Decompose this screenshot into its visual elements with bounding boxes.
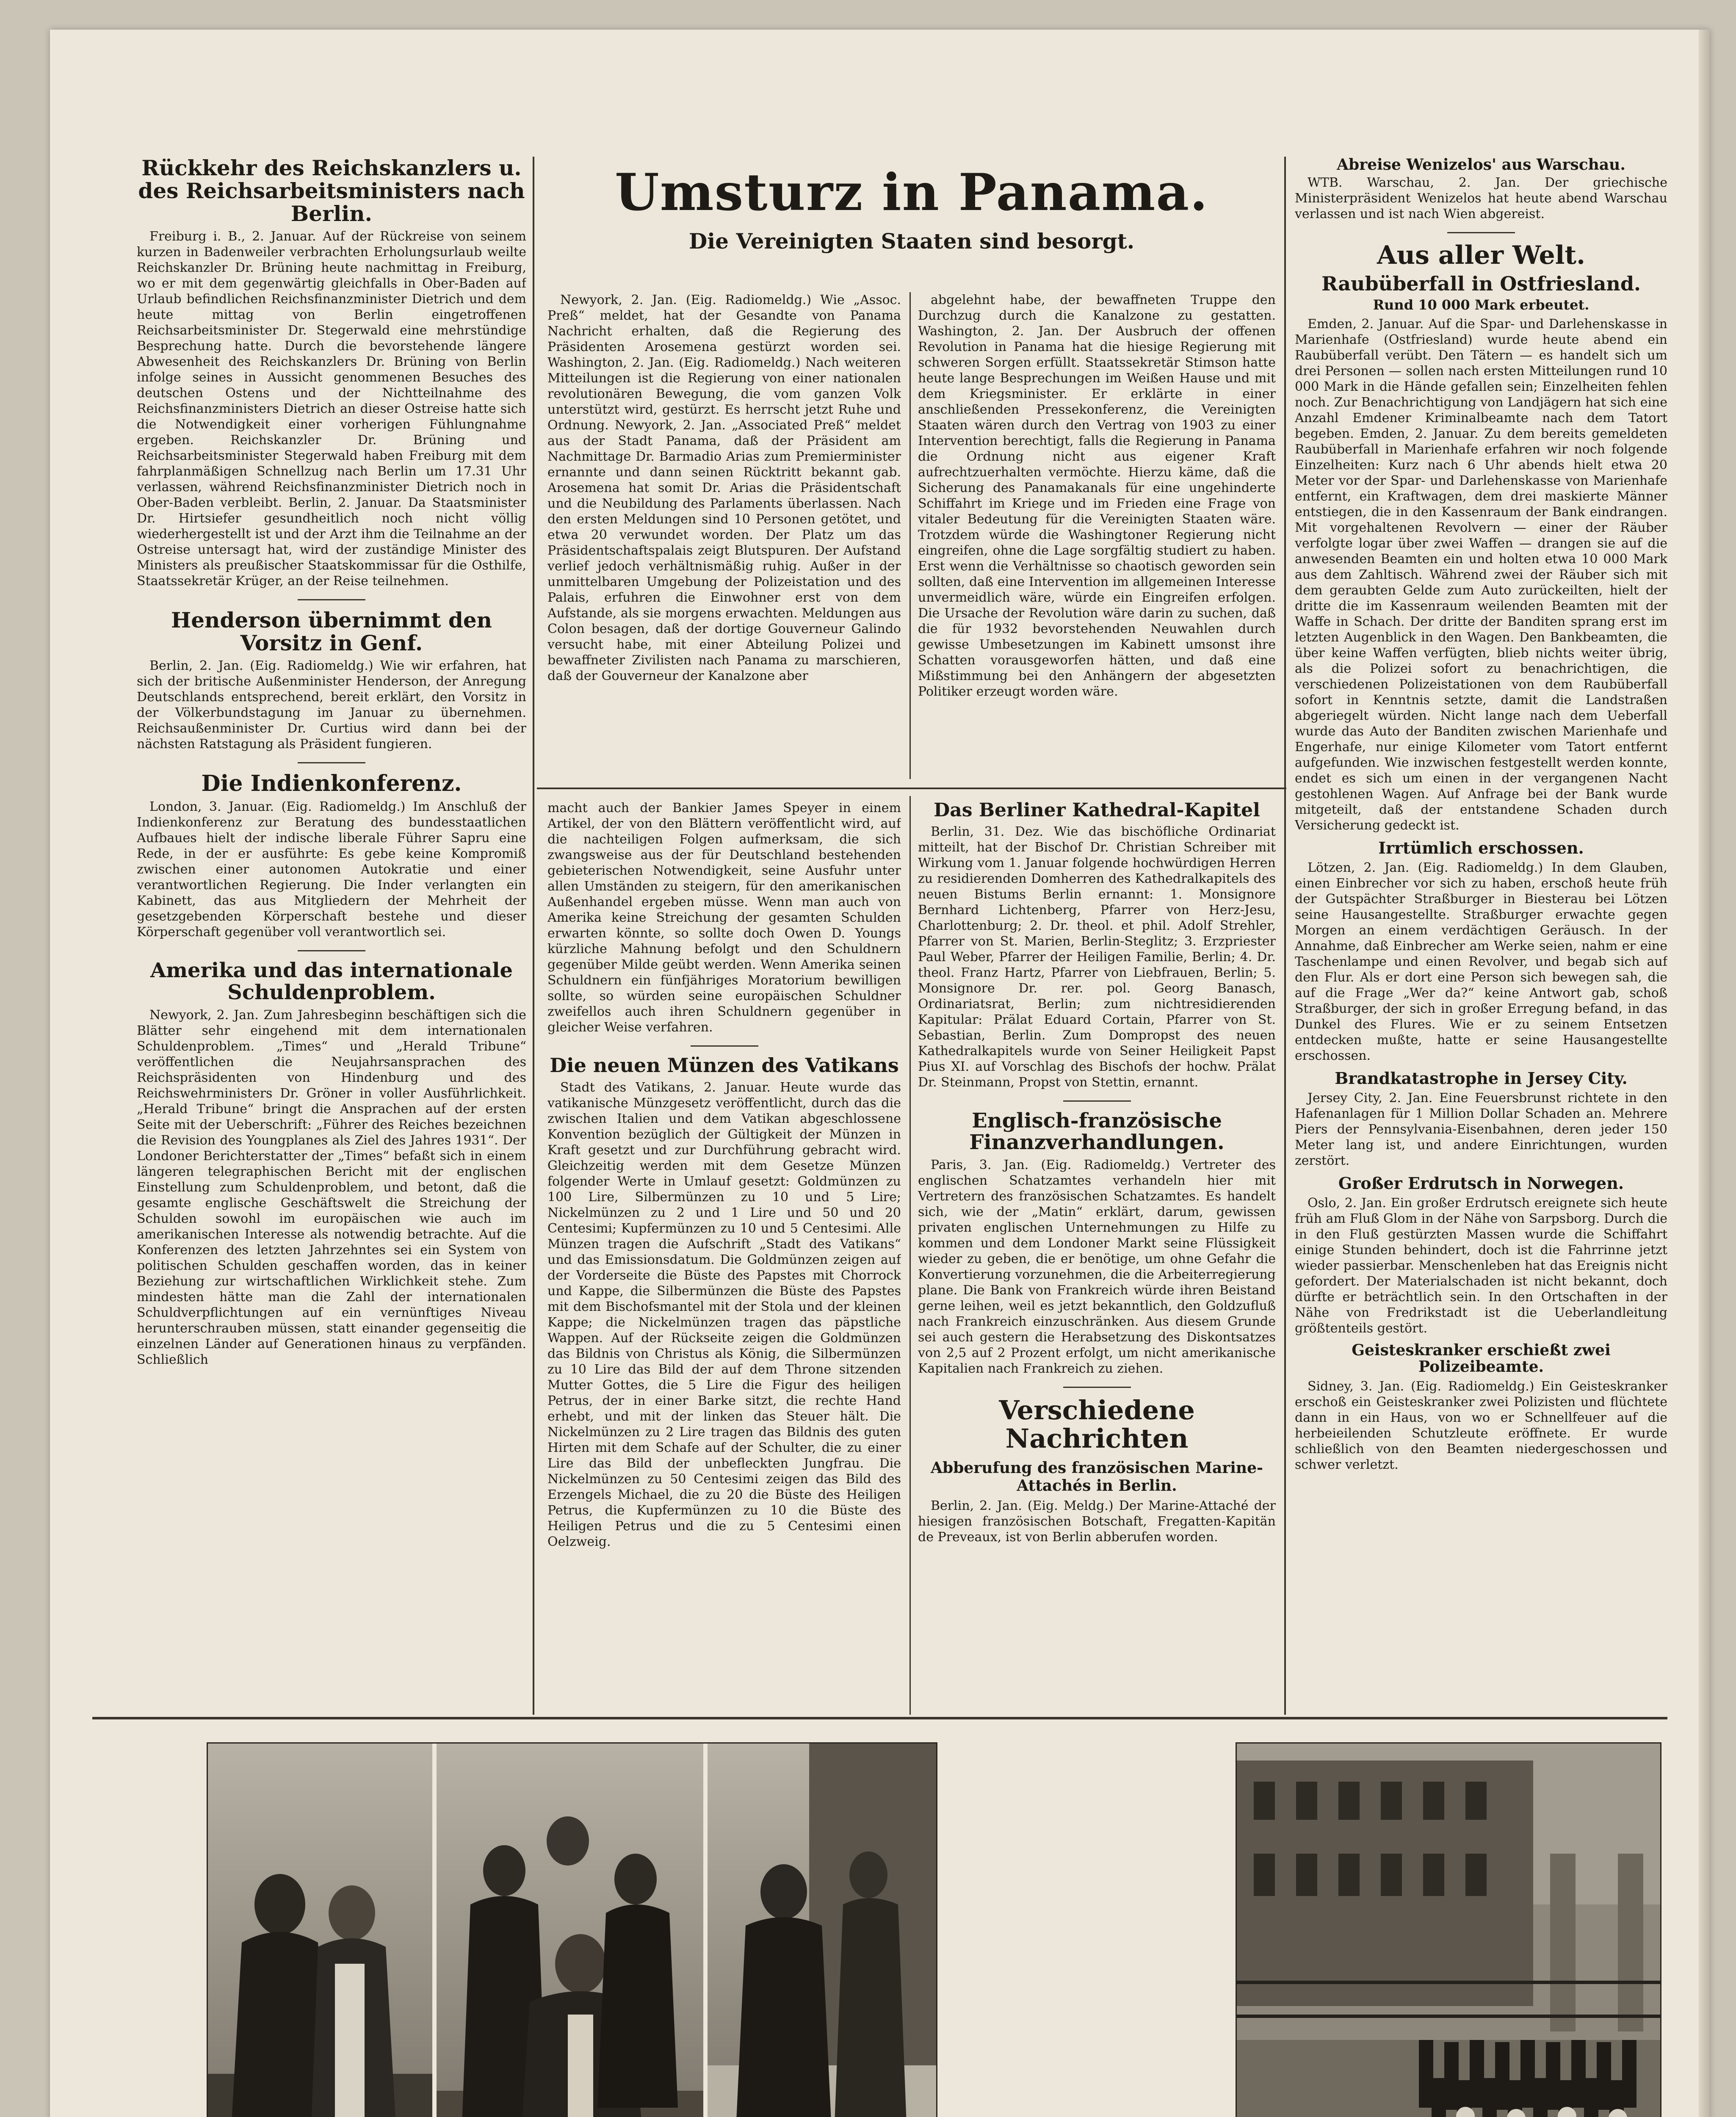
middle-column bbox=[547, 800, 901, 1715]
article-body: London, 3. Januar. (Eig. Radiomeldg.) Im Anschluß der Indienkonferenz zur Beratung des bundesstaatlichen Aufbaues hielt der indische liberale Führer Sapru eine Rede, in der er ausführte: Es gebe keine Kompromiß zwischen einer autonomen Autokratie und einer verantwortlichen Regierung. Die Inder verlangten ein Kabinett, das aus Mitgliedern der Mehrheit der gesetzgebenden Körperschaft bestehe und dieser Körperschaft gegenüber voll verantwortlich sei. bbox=[137, 799, 526, 940]
article-title: Die neuen Münzen des Vatikans bbox=[550, 1054, 899, 1077]
panama-column-2 bbox=[918, 292, 1276, 783]
article-schuldenproblem bbox=[137, 960, 526, 1368]
neujahrsempfang-photo bbox=[207, 1742, 937, 2117]
article-body: Berlin, 2. Jan. (Eig. Radiomeldg.) Wie wir erfahren, hat sich der britische Außenminister Henderson, der Anregung Deutschlands entsprechend, bereit erklärt, den Vorsitz in der Völkerbundstagung im Januar zu übernehmen. Reichsaußenminister Dr. Curtius wird dann bei der nächsten Ratstagung als Präsident fungieren. bbox=[137, 658, 526, 752]
divider bbox=[298, 599, 365, 600]
article-body: Berlin, 2. Jan. (Eig. Meldg.) Der Marine-Attaché der hiesigen französischen Botschaft, Fregatten-Kapitän de Preveaux, ist von Berlin abberufen worden. bbox=[918, 1498, 1276, 1545]
photo-section-rule bbox=[92, 1717, 1667, 1719]
article-title: Die Indienkonferenz. bbox=[201, 771, 462, 796]
page-edge-shadow bbox=[1699, 30, 1710, 2117]
ehrenwache-photo bbox=[1236, 1742, 1661, 2117]
column-rule bbox=[533, 157, 534, 1715]
article-body: abgelehnt habe, der bewaffneten Truppe den Durchzug durch die Kanalzone zu gestatten. Washington, 2. Jan. Der Ausbruch der offenen Revolution in Panama hat die hiesige Regierung mit schweren Sorgen erfüllt. Staatssekretär Stimson hatte heute lange Besprechungen im Weißen Hause und mit dem Kriegsminister. Er erklärte in einer anschließenden Pressekonferenz, die Vereinigten Staaten wären durch den Vertrag von 1903 zu einer Intervention berechtigt, falls die Regierung in Panama die Ordnung nicht aus eigener Kraft aufrechtzuerhalten vermöchte. Hierzu käme, daß die Sicherung des Panamakanals für eine ungehinderte Schiffahrt im Kriege und im Frieden eine Frage von vitaler Bedeutung für die Vereinigten Staaten wäre. Trotzdem würde die Washingtoner Regierung nicht eingreifen, ohne die Lage sorgfältig studiert zu haben. Erst wenn die Verhältnisse so chaotisch geworden sein sollten, daß eine Intervention im allgemeinen Interesse unvermeidlich wäre, würde ein Eingreifen erfolgen. Die Ursache der Revolution wäre darin zu suchen, daß die für 1932 bevorstehenden Neuwahlen durch gewisse Umbesetzungen im Kabinett umsonst ihre Schatten vorausgeworfen hätten, und daß eine Mißstimmung bei den Anhängern der abgesetzten Politiker erzeugt worden wäre. bbox=[918, 293, 1276, 699]
article-body: Lötzen, 2. Jan. (Eig. Radiomeldg.) In dem Glauben, einen Einbrecher vor sich zu haben, erschoß heute früh der Gutspächter Straßburger in Biesterau bei Lötzen seine Hausangestellte. Straßburger erwachte gegen Morgen an einem verdächtigen Geräusch. In der Annahme, daß Einbrecher am Werke seien, nahm er eine Taschenlampe und einen Revolver, und begab sich auf den Flur. Als er dort eine Person sich bewegen sah, die auf die Frage „Wer da?“ keine Antwort gab, schoß Straßburger, der sich in großer Erregung befand, in das Dunkel des Flures. Wie er zu seinem Entsetzen entdecken mußte, hatte er seine Hausangestellte erschossen. bbox=[1295, 860, 1667, 1064]
column-rule bbox=[1284, 157, 1286, 1715]
article-body: Stadt des Vatikans, 2. Januar. Heute wurde das vatikanische Münzgesetz veröffentlicht, durch das die zwischen Italien und dem Vatikan abgeschlossene Konvention bezüglich der Gültigkeit der Münzen in Kraft gesetzt und zur Durchführung gebracht wird. Gleichzeitig werden mit dem Gesetze Münzen folgender Werte in Umlauf gesetzt: Goldmünzen zu 100 Lire, Silbermünzen zu 10 und 5 Lire; Nickelmünzen zu 2 und 1 Lire und 50 und 20 Centesimi; Kupfermünzen zu 10 und 5 Centesimi. Alle Münzen tragen die Aufschrift „Stadt des Vatikans“ und das Emissionsdatum. Die Goldmünzen zeigen auf der Vorderseite die Büste des Papstes mit Chorrock und Kappe, die Silbermünzen die Büste des Papstes mit dem Bischofsmantel mit der Stola und der kleinen Kappe; die Nickelmünzen tragen das päpstliche Wappen. Auf der Rückseite zeigen die Goldmünzen das Bildnis von Christus als König, die Silbermünzen zu 10 Lire das Bild der auf dem Throne sitzenden Mutter Gottes, die 5 Lire die Figur des heiligen Petrus, der in einer Barke sitzt, die rechte Hand erhebt, und mit der linken das Steuer hält. Die Nickelmünzen zu 2 Lire tragen das Bildnis des guten Hirten mit dem Schafe auf der Schulter, die zu einer Lire das Bild der unbefleckten Jungfrau. Die Nickelmünzen zu 50 Centesimi zeigen das Bild des Erzengels Michael, die zu 20 die Büste des Heiligen Petrus, die Kupfermünzen zu 10 die Büste des Heiligen Petrus und die zu 5 Centesimi einen Oelzweig. bbox=[547, 1080, 901, 1549]
divider bbox=[1063, 1387, 1131, 1388]
section-title: Aus aller Welt. bbox=[1377, 240, 1586, 270]
article-reichskanzler bbox=[137, 157, 526, 589]
article-henderson bbox=[137, 609, 526, 752]
photo-image bbox=[208, 1744, 936, 2117]
center-column bbox=[918, 800, 1276, 1715]
article-title: Amerika und das internationale Schuldenproblem. bbox=[150, 959, 513, 1004]
article-title: Rückkehr des Reichskanzlers u. des Reichsarbeitsministers nach Berlin. bbox=[138, 157, 525, 226]
article-body: Berlin, 31. Dez. Wie das bischöfliche Ordinariat mitteilt, hat der Bischof Dr. Christian Schreiber mit Wirkung vom 1. Januar folgende hochwürdigen Herren zu residierenden Domherren des Kathedralkapitels des neuen Bistums Berlin ernannt: 1. Monsignore Bernhard Lichtenberg, Pfarrer von Herz-Jesu, Charlottenburg; 2. Dr. theol. et phil. Adolf Strehler, Pfarrer von St. Marien, Berlin-Steglitz; 3. Erzpriester Paul Weber, Pfarrer der Heiligen Familie, Berlin; 4. Dr. theol. Franz Hartz, Pfarrer von Liebfrauen, Berlin; 5. Monsignore Dr. rer. pol. Georg Banasch, Ordinariatsrat, Berlin; zum nichtresidierenden Kapitular: Prälat Eduard Cortain, Pfarrer von St. Sebastian, Berlin. Zum Dompropst des neuen Kathedralkapitels wurde von Seiner Heiligkeit Papst Pius XI. auf Vorschlag des Bischofs der hochw. Prälat Dr. Steinmann, Propst von Stettin, ernannt. bbox=[918, 824, 1276, 1090]
article-body: Paris, 3. Jan. (Eig. Radiomeldg.) Vertreter des englischen Schatzamtes verhandeln hier mit Vertretern des französischen Schatzamtes. Es handelt sich, wie der „Matin“ erklärt, darum, gewissen privaten englischen Unternehmungen zu Hilfe zu kommen und dem Londoner Markt seine Flüssigkeit wieder zu geben, die er benötige, um ohne Gefahr die Konvertierung vorzunehmen, die die Arbeiterregierung plane. Die Bank von Frankreich würde ihren Beistand gerne leihen, weil es jetzt bekanntlich, den Goldzufluß nach Frankreich einzuschränken. Aus diesem Grunde sei auch gestern die Herabsetzung des Diskontsatzes von 2,5 auf 2 Prozent erfolgt, um nicht amerikanische Kapitalien nach Frankreich zu ziehen. bbox=[918, 1158, 1276, 1376]
article-body: Sidney, 3. Jan. (Eig. Radiomeldg.) Ein Geisteskranker erschoß ein Geisteskranker zwei Polizisten und flüchtete dann in ein Haus, von wo er Schnellfeuer auf die herbeieilenden Schutzleute eröffnete. Er wurde schließlich von den Beamten niedergeschossen und schwer verletzt. bbox=[1295, 1379, 1667, 1473]
article-subtitle: Abberufung des französischen Marine-Attachés in Berlin. bbox=[931, 1459, 1263, 1495]
article-title: Raubüberfall in Ostfriesland. bbox=[1321, 272, 1641, 295]
divider bbox=[1447, 232, 1515, 233]
article-title: Henderson übernimmt den Vorsitz in Genf. bbox=[171, 608, 492, 655]
article-body: Emden, 2. Januar. Auf die Spar- und Darlehenskasse in Marienhafe (Ostfriesland) wurde heute abend ein Raubüberfall verübt. Den Tätern — es handelt sich um drei Personen — sollen nach ersten Mitteilungen rund 10 000 Mark in die Hände gefallen sein; Einzelheiten fehlen noch. Zur Benachrichtigung von Landjägern hat sich eine Anzahl Emdener Kriminalbeamte nach dem Tatort begeben. Emden, 2. Januar. Zu dem bereits gemeldeten Raubüberfall in Marienhafe erfahren wir noch folgende Einzelheiten: Kurz nach 6 Uhr abends hielt etwa 20 Meter vor der Spar- und Darlehenskasse von Marienhafe entfernt, ein Kraftwagen, dem drei maskierte Männer entstiegen, die in den Kassenraum der Bank eindrangen. Mit vorgehaltenen Revolvern — einer der Räuber verfolgte logar über zwei Waffen — drangen sie auf die anwesenden Beamten ein und holten etwa 10 000 Mark aus dem Zahltisch. Während zwei der Räuber sich mit dem geraubten Gelde zum Auto zurückeilten, hielt der dritte die im Kassenraum weilenden Beamten mit der Waffe in Schach. Der dritte der Banditen sprang erst im letzten Augenblick in den Wagen. Den Bankbeamten, die über keine Waffen verfügten, blieb nichts weiter übrig, als die Polizei sofort zu benachrichtigen, die verschiedenen Polizeistationen von dem Raubüberfall sofort in Kenntnis setzte, damit die Landstraßen abgeriegelt würden. Nicht lange nach dem Ueberfall wurde das Auto der Banditen zwischen Marienhafe und Engerhafe, nur einige Kilometer vom Tatort entfernt aufgefunden. Wie inzwischen festgestellt werden konnte, endet es sich um einen in der vergangenen Nacht gestohlenen Wagen. Auf Anfrage bei der Bank wurde mitgeteilt, daß der entstandene Schaden durch Versicherung gedeckt ist. bbox=[1295, 317, 1667, 833]
divider bbox=[1063, 1100, 1131, 1102]
column-rule bbox=[909, 292, 911, 779]
main-subheadline: Die Vereinigten Staaten sind besorgt. bbox=[688, 228, 1135, 254]
divider bbox=[298, 950, 365, 951]
article-body: Freiburg i. B., 2. Januar. Auf der Rückreise von seinem kurzen in Badenweiler verbrachten Erholungsurlaub weilte Reichskanzler Dr. Brüning heute nachmittag in Freiburg, wo er mit dem gegenwärtig gleichfalls in Ober-Baden auf Urlaub befindlichen Reichsfinanzminister Dietrich und dem heute mittag von Berlin eingetroffenen Reichsarbeitsminister Dr. Stegerwald eine mehrstündige Besprechung hatte. Durch die bevorstehende längere Abwesenheit des Reichskanzlers Dr. Brüning von Berlin infolge seines in Aussicht genommenen Besuches des deutschen Ostens und der Nichtteilnahme des Reichsfinanzministers Dietrich an dieser Ostreise hatte sich die Notwendigkeit einer vorherigen Fühlungnahme ergeben. Reichskanzler Dr. Brüning und Reichsarbeitsminister Stegerwald haben Freiburg mit dem fahrplanmäßigen Schnellzug nach Berlin um 17.31 Uhr verlassen, während Reichsfinanzminister Dietrich noch in Ober-Baden verbleibt. Berlin, 2. Januar. Da Staatsminister Dr. Hirtsiefer gesundheitlich noch nicht völlig wiederhergestellt ist und der Arzt ihm die Teilnahme an der Ostreise untersagt hat, wird der zuständige Minister des Ministers als preußischer Staatskommissar für die Osthilfe, Staatssekretär Krüger, an der Reise teilnehmen. bbox=[137, 229, 526, 589]
article-body: WTB. Warschau, 2. Jan. Der griechische Ministerpräsident Wenizelos hat heute abend Warschau verlassen und ist nach Wien abgereist. bbox=[1295, 175, 1667, 221]
article-title: Englisch-französische Finanzverhandlungen. bbox=[969, 1108, 1225, 1155]
article-body: Newyork, 2. Jan. Zum Jahresbeginn beschäftigen sich die Blätter sehr eingehend mit dem internationalen Schuldenproblem. „Times“ und „Herald Tribune“ veröffentlichen die Neujahrsansprachen des Reichspräsidenten von Hindenburg und des Reichswehrministers Dr. Gröner in voller Ausführlichkeit. „Herald Tribune“ bringt die Ansprachen auf der ersten Seite mit der Ueberschrift: „Führer des Reiches bezeichnen die Revision des Youngplanes als Ziel des Jahres 1931“. Der Londoner Berichterstatter der „Times“ befaßt sich in einem längeren telegraphischen Bericht mit der englischen Einstellung zum Schuldenproblem, und betont, daß die gesamte englische Geschäftswelt die Streichung der Schulden sowohl im europäischen wie auch im amerikanischen Interesse als notwendig betrachte. Auf die Konferenzen des letzten Jahrzehntes sei ein System von politischen Schulden geschaffen worden, das in keiner Beziehung zur wirtschaftlichen Wirklichkeit stehe. Zum mindesten hätte man die Zahl der internationalen Schuldverpflichtungen auf ein vernünftiges Niveau herunterschrauben müssen, statt einander gegenseitig die einzelnen Länder auf Generationen hinaus zu verpfänden. Schließlich bbox=[137, 1007, 526, 1367]
panama-column-1 bbox=[547, 292, 901, 783]
newspaper-page bbox=[50, 30, 1710, 2117]
right-column bbox=[1295, 157, 1667, 1715]
photo-image bbox=[1237, 1744, 1660, 2117]
article-title: Abreise Wenizelos' aus Warschau. bbox=[1337, 157, 1625, 174]
article-title: Geisteskranker erschießt zwei Polizeibeamte. bbox=[1352, 1341, 1611, 1376]
article-title: Irrtümlich erschossen. bbox=[1378, 838, 1584, 858]
main-headline: Umsturz in Panama. bbox=[615, 163, 1208, 222]
column-rule bbox=[909, 796, 911, 1715]
article-body: Oslo, 2. Jan. Ein großer Erdrutsch ereignete sich heute früh am Fluß Glom in der Nähe von Sarpsborg. Durch die in den Fluß gestürzten Massen wurde die Schiffahrt einige Stunden behindert, doch ist die Fahrrinne jetzt wieder passierbar. Menschenleben hat das Ereignis nicht gefordert. Der Materialschaden ist nicht bekannt, doch dürfte er beträchtlich sein. In den Ortschaften in der Nähe von Fredrikstadt ist die Ueberlandleitung größtenteils gestört. bbox=[1295, 1196, 1667, 1336]
divider bbox=[691, 1045, 758, 1047]
article-body: Newyork, 2. Jan. (Eig. Radiomeldg.) Wie „Assoc. Preß“ meldet, hat der Gesandte von Panama Nachricht erhalten, daß die Regierung des Präsidenten Arosemena gestürzt worden sei. Washington, 2. Jan. (Eig. Radiomeldg.) Nach weiteren Mitteilungen ist die Regierung von einer nationalen revolutionären Bewegung, die vom ganzen Volk unterstützt wird, gestürzt. Es herrscht jetzt Ruhe und Ordnung. Newyork, 2. Jan. „Associated Preß“ meldet aus der Stadt Panama, daß der Präsident am Nachmittage Dr. Barmadio Arias zum Premierminister ernannte und dann seinen Rücktritt bekannt gab. Arosemena hat somit Dr. Arias die Präsidentschaft und die Neubildung des Parlaments überlassen. Nach den ersten Meldungen sind 10 Personen getötet, und etwa 20 verwundet worden. Der Platz um das Präsidentschaftspalais zeigt Blutspuren. Der Aufstand verlief jedoch verhältnismäßig ruhig. Außer in der unmittelbaren Umgebung der Polizeistation und des Palais, erfuhren die Einwohner erst von dem Aufstande, als sie morgens erwachten. Meldungen aus Colon besagen, daß der dortige Gouverneur Galindo versucht habe, mit einer Abteilung Polizei und bewaffneter Zivilisten nach Panama zu marschieren, daß der Gouverneur der Kanalzone aber bbox=[547, 293, 901, 683]
article-body: Jersey City, 2. Jan. Eine Feuersbrunst richtete in den Hafenanlagen für 1 Million Dollar Schaden an. Mehrere Piers der Pennsylvania-Eisenbahnen, deren jeder 150 Meter lang ist, und andere Einrichtungen, wurden zerstört. bbox=[1295, 1091, 1667, 1169]
article-title: Verschiedene Nachrichten bbox=[999, 1395, 1195, 1454]
article-title: Brandkatastrophe in Jersey City. bbox=[1335, 1069, 1628, 1088]
article-body: macht auch der Bankier James Speyer in einem Artikel, der von den Blättern veröffentlicht wird, auf die nachteiligen Folgen aufmerksam, die sich zwangsweise aus der für Deutschland bestehenden gebieterischen Notwendigkeit, seine Ausfuhr unter allen Umständen zu steigern, für den amerikanischen Außenhandel ergeben müsse. Wenn man auch von Amerika keine Streichung der gesamten Schulden erwarten könnte, so sollte doch Owen D. Youngs kürzliche Mahnung befolgt und den Schuldnern gegenüber Milde geübt werden. Wenn Amerika seinen Schuldnern ein fünfjähriges Moratorium bewilligen sollte, so würden seine europäischen Schuldner zweifellos auch ihren Schuldnern gegenüber in gleicher Weise verfahren. bbox=[547, 801, 901, 1035]
article-indienkonferenz bbox=[137, 772, 526, 940]
article-title: Das Berliner Kathedral-Kapitel bbox=[934, 800, 1260, 821]
article-subtitle: Rund 10 000 Mark erbeutet. bbox=[1373, 297, 1589, 313]
article-title: Großer Erdrutsch in Norwegen. bbox=[1338, 1174, 1624, 1193]
divider bbox=[298, 762, 365, 763]
section-rule bbox=[537, 788, 1286, 789]
main-headline-block bbox=[545, 157, 1278, 292]
